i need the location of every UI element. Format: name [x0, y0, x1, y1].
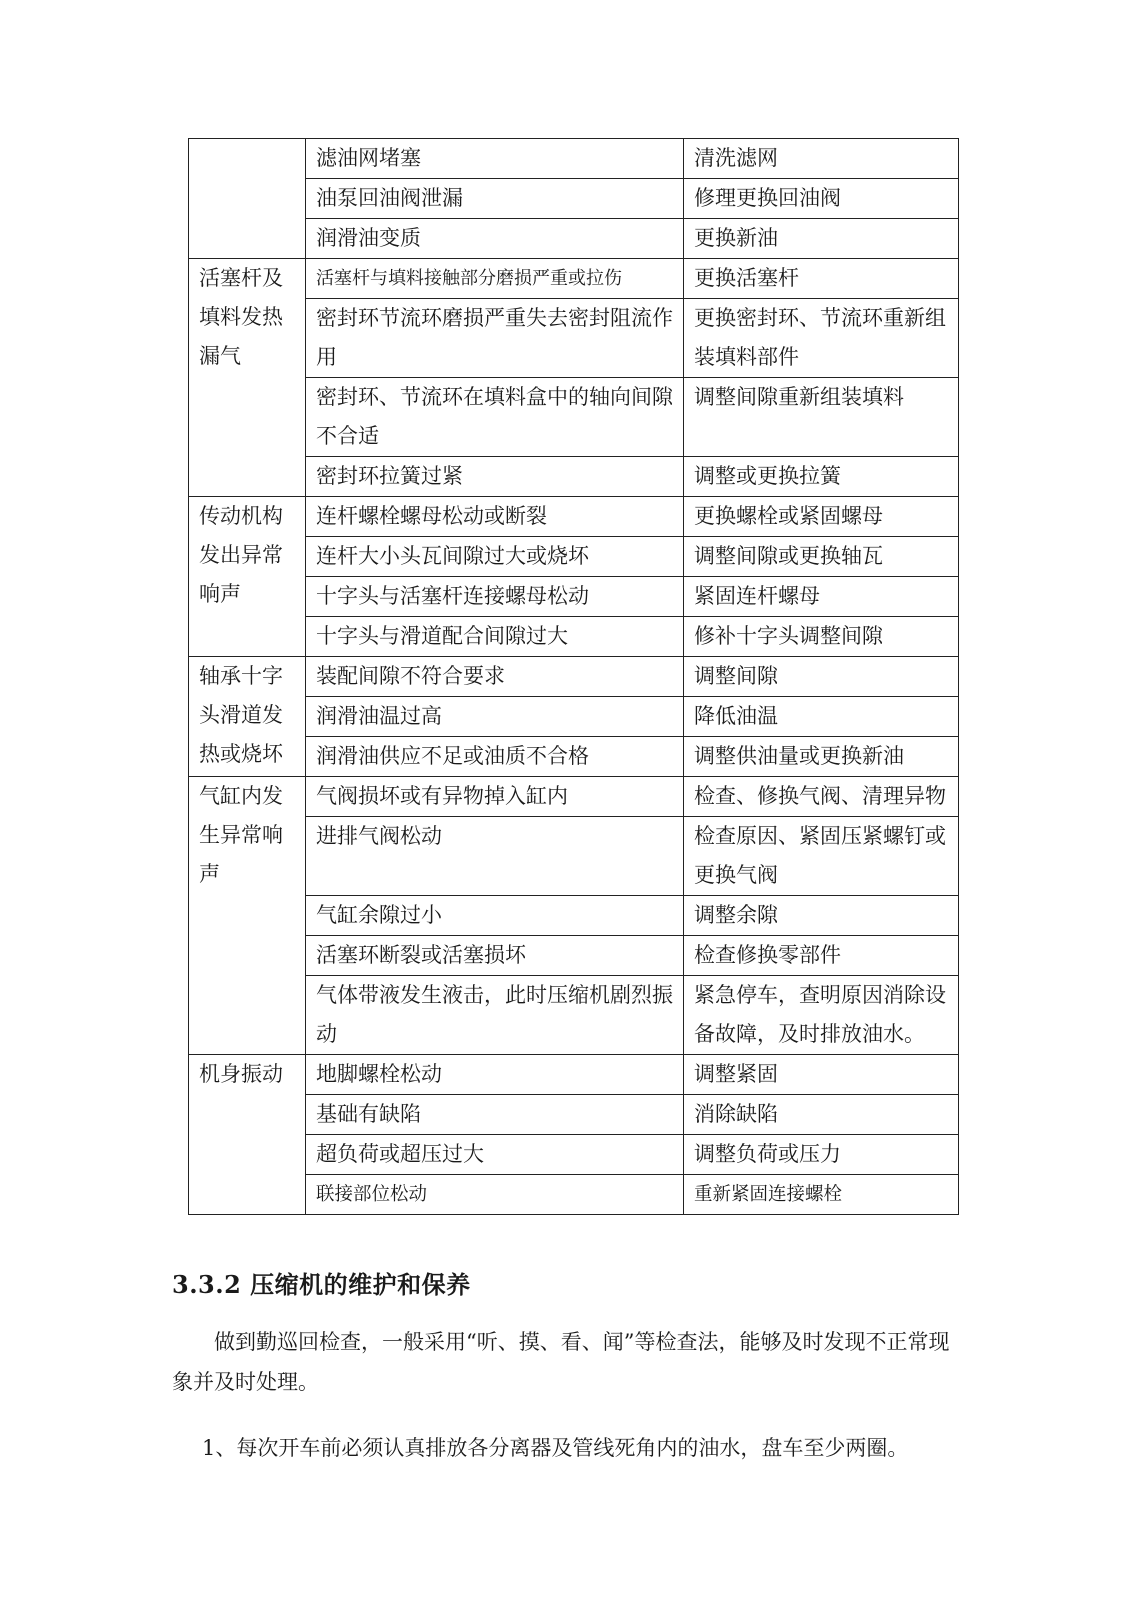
remedy-cell: 修补十字头调整间隙 — [684, 617, 959, 657]
remedy-cell: 调整供油量或更换新油 — [684, 737, 959, 777]
remedy-cell: 检查原因、紧固压紧螺钉或更换气阀 — [684, 817, 959, 896]
remedy-cell: 调整间隙重新组装填料 — [684, 378, 959, 457]
cause-cell: 滤油网堵塞 — [306, 139, 684, 179]
remedy-cell: 调整紧固 — [684, 1055, 959, 1095]
cause-cell: 密封环、节流环在填料盒中的轴向间隙不合适 — [306, 378, 684, 457]
remedy-cell: 紧固连杆螺母 — [684, 577, 959, 617]
remedy-cell: 调整间隙或更换轴瓦 — [684, 537, 959, 577]
cause-cell: 活塞环断裂或活塞损坏 — [306, 936, 684, 976]
cause-cell: 基础有缺陷 — [306, 1095, 684, 1135]
symptom-cell: 轴承十字头滑道发热或烧坏 — [189, 657, 306, 777]
remedy-cell: 调整余隙 — [684, 896, 959, 936]
section-heading: 3.3.2 压缩机的维护和保养 — [172, 1270, 471, 1299]
cause-cell: 气缸余隙过小 — [306, 896, 684, 936]
body-paragraph: 做到勤巡回检查，一般采用“听、摸、看、闻”等检查法，能够及时发现不正常现象并及时处理。 — [172, 1330, 950, 1394]
remedy-cell: 紧急停车，查明原因消除设备故障，及时排放油水。 — [684, 976, 959, 1055]
cause-cell: 润滑油供应不足或油质不合格 — [306, 737, 684, 777]
remedy-cell: 更换活塞杆 — [684, 259, 959, 299]
cause-cell: 十字头与活塞杆连接螺母松动 — [306, 577, 684, 617]
symptom-cell: 传动机构发出异常响声 — [189, 497, 306, 657]
symptom-cell: 活塞杆及填料发热漏气 — [189, 259, 306, 497]
symptom-cell: 机身振动 — [189, 1055, 306, 1215]
cause-cell: 地脚螺栓松动 — [306, 1055, 684, 1095]
remedy-cell: 降低油温 — [684, 697, 959, 737]
symptom-cell: 气缸内发生异常响声 — [189, 777, 306, 1055]
cause-cell: 活塞杆与填料接触部分磨损严重或拉伤 — [306, 259, 684, 299]
cause-cell: 进排气阀松动 — [306, 817, 684, 896]
remedy-cell: 重新紧固连接螺栓 — [684, 1175, 959, 1215]
table-row — [189, 497, 959, 537]
cause-cell: 连杆螺栓螺母松动或断裂 — [306, 497, 684, 537]
cause-cell: 气体带液发生液击，此时压缩机剧烈振动 — [306, 976, 684, 1055]
remedy-cell: 清洗滤网 — [684, 139, 959, 179]
cause-cell: 密封环节流环磨损严重失去密封阻流作用 — [306, 299, 684, 378]
cause-cell: 连杆大小头瓦间隙过大或烧坏 — [306, 537, 684, 577]
cause-cell: 密封环拉簧过紧 — [306, 457, 684, 497]
cause-cell: 油泵回油阀泄漏 — [306, 179, 684, 219]
fault-remedy-table — [188, 138, 959, 1215]
table-row — [189, 259, 959, 299]
remedy-cell: 检查修换零部件 — [684, 936, 959, 976]
table-row — [189, 657, 959, 697]
cause-cell: 气阀损坏或有异物掉入缸内 — [306, 777, 684, 817]
remedy-cell: 调整负荷或压力 — [684, 1135, 959, 1175]
table-row — [189, 777, 959, 817]
cause-cell: 装配间隙不符合要求 — [306, 657, 684, 697]
table-row — [189, 1055, 959, 1095]
cause-cell: 润滑油温过高 — [306, 697, 684, 737]
remedy-cell: 修理更换回油阀 — [684, 179, 959, 219]
remedy-cell: 调整或更换拉簧 — [684, 457, 959, 497]
cause-cell: 联接部位松动 — [306, 1175, 684, 1215]
remedy-cell: 消除缺陷 — [684, 1095, 959, 1135]
remedy-cell: 调整间隙 — [684, 657, 959, 697]
cause-cell: 十字头与滑道配合间隙过大 — [306, 617, 684, 657]
table-row — [189, 139, 959, 179]
remedy-cell: 更换新油 — [684, 219, 959, 259]
numbered-paragraph: 1、每次开车前必须认真排放各分离器及管线死角内的油水，盘车至少两圈。 — [202, 1436, 909, 1460]
cause-cell: 超负荷或超压过大 — [306, 1135, 684, 1175]
remedy-cell: 更换螺栓或紧固螺母 — [684, 497, 959, 537]
remedy-cell: 更换密封环、节流环重新组装填料部件 — [684, 299, 959, 378]
remedy-cell: 检查、修换气阀、清理异物 — [684, 777, 959, 817]
symptom-cell — [189, 139, 306, 259]
cause-cell: 润滑油变质 — [306, 219, 684, 259]
